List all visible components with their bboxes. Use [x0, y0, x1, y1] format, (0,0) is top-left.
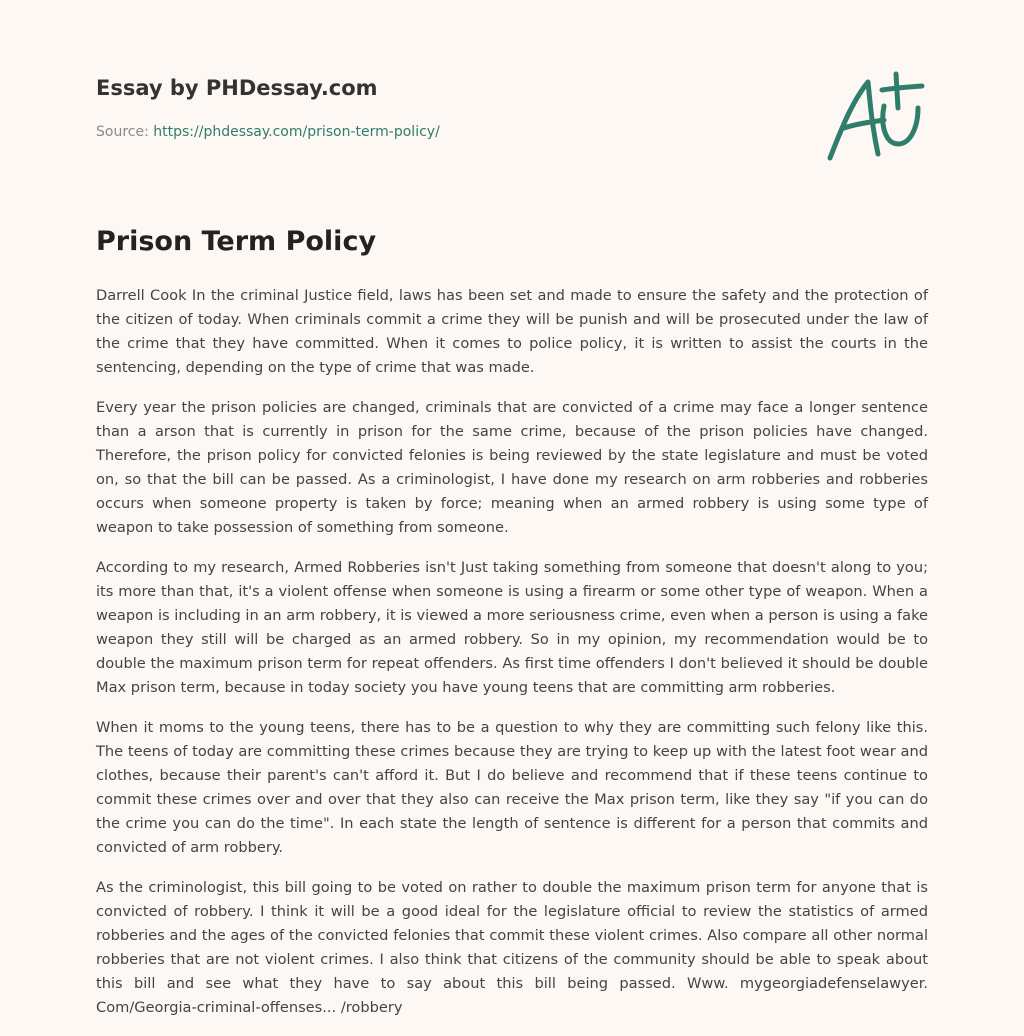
source-link[interactable]: https://phdessay.com/prison-term-policy/ — [153, 124, 440, 140]
source-label: Source: — [96, 124, 149, 140]
essay-body — [96, 284, 928, 1036]
essay-paragraph-1: Darrell Cook In the criminal Justice field, laws has been set and made to ensure the safety and the protection of the citizen of today. When criminals commit a crime they will be punish and will be prosecuted under the law of the crime that they have committed. When it comes to police policy, it is written to assist the courts in the sentencing, depending on the type of crime that was made. — [96, 287, 928, 376]
brand-title: Essay by PHDessay.com — [96, 76, 378, 100]
essay-paragraph-3: According to my research, Armed Robberies isn't Just taking something from someone that doesn't along to you; its more than that, it's a violent offense when someone is using a firearm or some other type of weapon. When a weapon is including in an arm robbery, it is viewed a more seriousness crime, even when a person is using a fake weapon they still will be charged as an armed robbery. So in my opinion, my recommendation would be to double the maximum prison term for repeat offenders. As first time offenders I don't believed it should be double Max prison term, because in today society you have young teens that are committing arm robberies. — [96, 559, 928, 696]
essay-paragraph-4: When it moms to the young teens, there has to be a question to why they are committing such felony like this. The teens of today are committing these crimes because they are trying to keep up with the latest foot wear and clothes, because their parent's can't afford it. But I do believe and recommend that if these teens continue to commit these crimes over and over that they also can receive the Max prison term, like they say "if you can do the crime you can do the time". In each state the length of sentence is different for a person that commits and convicted of arm robbery. — [96, 719, 928, 856]
essay-title: Prison Term Policy — [96, 226, 377, 257]
source-line — [96, 124, 440, 140]
essay-paragraph-2: Every year the prison policies are changed, criminals that are convicted of a crime may face a longer sentence than a arson that is currently in prison for the same crime, because of the prison policies have changed. Therefore, the prison policy for convicted felonies is being reviewed by the state legislature and must be voted on, so that the bill can be passed. As a criminologist, I have done my research on arm robberies and robberies occurs when someone property is taken by force; meaning when an armed robbery is using some type of weapon to take possession of something from someone. — [96, 399, 928, 536]
page-header — [96, 0, 928, 200]
a-plus-logo-icon — [824, 68, 928, 164]
essay-page — [96, 0, 928, 1016]
essay-paragraph-5: As the criminologist, this bill going to be voted on rather to double the maximum prison term for anyone that is convicted of robbery. I think it will be a good ideal for the legislature official to review the statistics of armed robberies and the ages of the convicted felonies that commit these violent crimes. Also compare all other normal robberies that are not violent crimes. I also think that citizens of the community should be able to speak about this bill and see what they have to say about this bill being passed. Www. mygeorgiadefenselawyer. Com/Georgia-criminal-offenses... /robbery — [96, 879, 928, 1016]
